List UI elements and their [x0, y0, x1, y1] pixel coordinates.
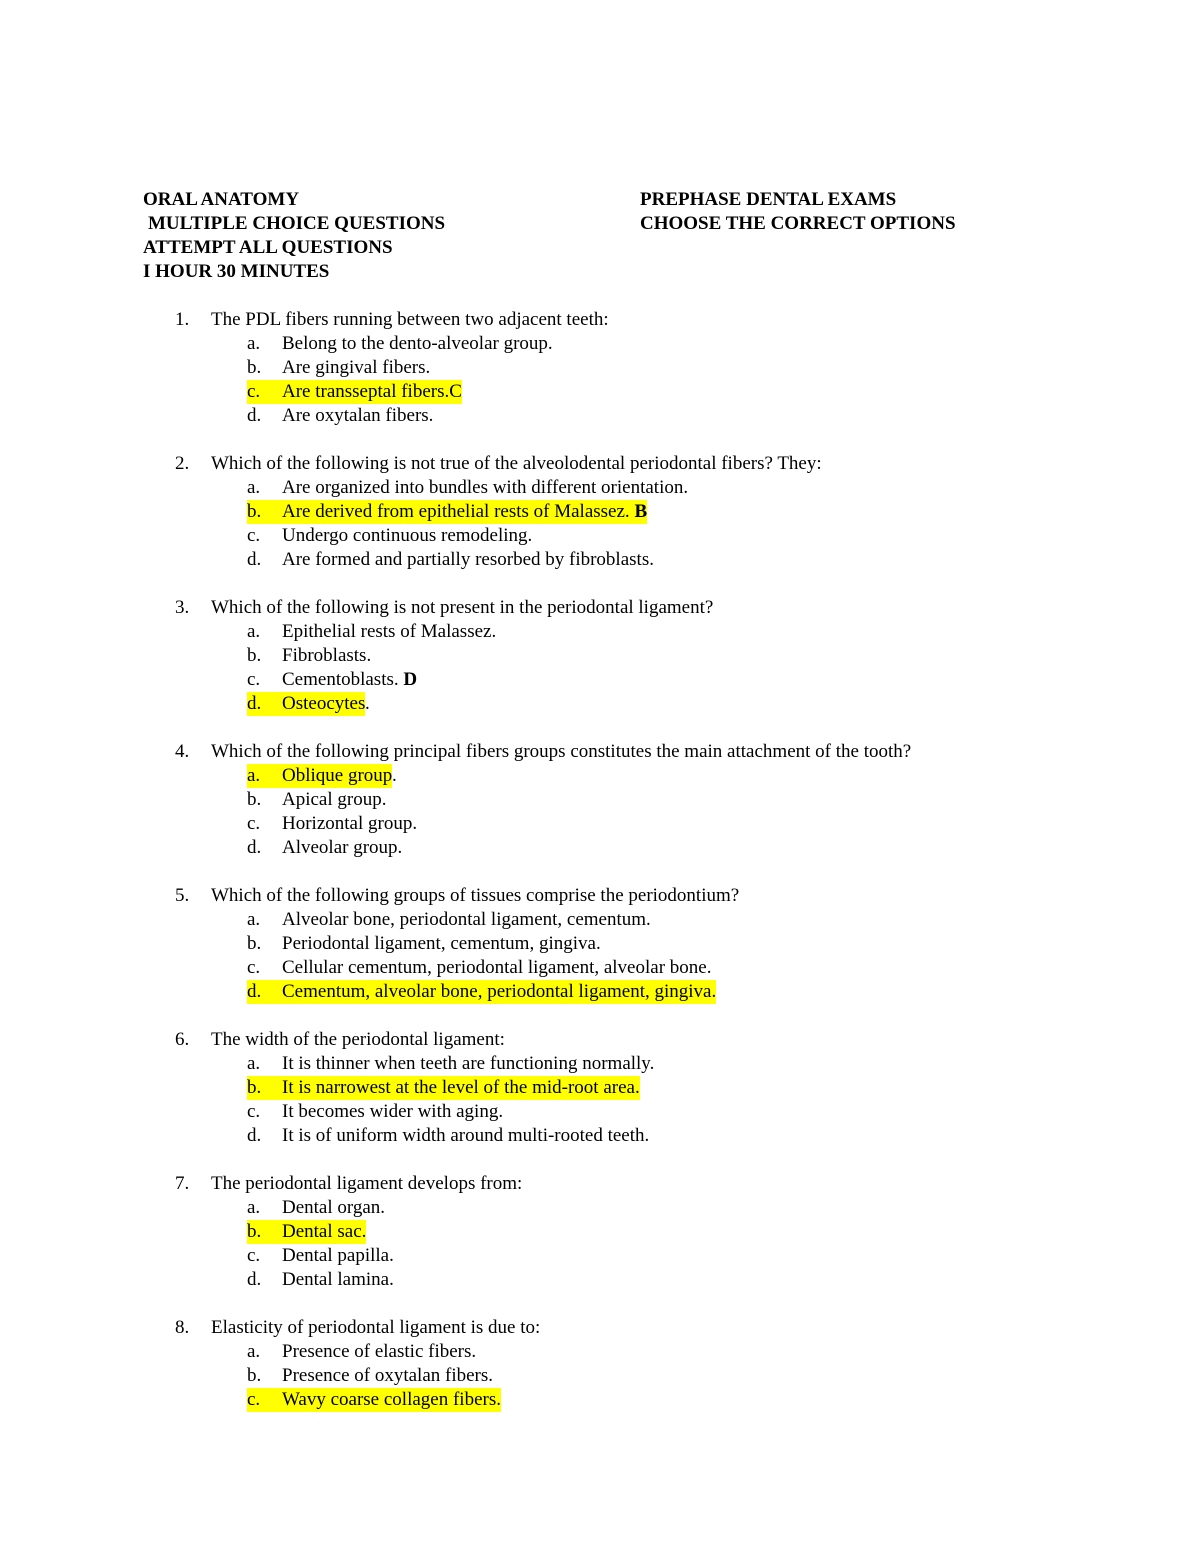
- question-number: 3.: [175, 597, 190, 618]
- option-letter: d.: [247, 1125, 262, 1146]
- exam-title: PREPHASE DENTAL EXAMS: [640, 189, 897, 210]
- option-row: [0, 644, 1200, 668]
- option-row: [0, 1052, 1200, 1076]
- highlighted-answer: [247, 1076, 640, 1100]
- question-item: [0, 1172, 1200, 1292]
- question-row: [0, 1172, 1200, 1196]
- option-text: It is of uniform width around multi-rooted teeth.: [282, 1125, 650, 1146]
- option-row: [0, 332, 1200, 356]
- option-row: [0, 956, 1200, 980]
- answer-option: [247, 548, 654, 572]
- option-letter: c.: [247, 669, 261, 690]
- option-text: Cellular cementum, periodontal ligament, alveolar bone.: [282, 957, 712, 978]
- highlighted-answer: [247, 1220, 366, 1244]
- option-row: [0, 692, 1200, 716]
- option-row: [0, 1244, 1200, 1268]
- question-text: Which of the following is not true of the alveolodental periodontal fibers? They:: [211, 453, 822, 474]
- option-row: [0, 1268, 1200, 1292]
- answer-option: [247, 620, 496, 644]
- option-row: [0, 500, 1200, 524]
- question-row: [0, 452, 1200, 476]
- answer-option: [247, 908, 651, 932]
- option-text: Wavy coarse collagen fibers.: [282, 1389, 501, 1410]
- option-letter: a.: [247, 1053, 261, 1074]
- attempt-instruction: ATTEMPT ALL QUESTIONS: [143, 237, 393, 258]
- option-row: [0, 668, 1200, 692]
- option-text: Epithelial rests of Malassez.: [282, 621, 497, 642]
- option-letter: d.: [247, 549, 262, 570]
- option-text: Belong to the dento-alveolar group.: [282, 333, 553, 354]
- exam-header: [143, 188, 1043, 284]
- answer-option: [247, 1124, 649, 1148]
- option-text: Oblique group: [282, 765, 393, 786]
- option-letter: c.: [247, 957, 261, 978]
- answer-key-letter: B: [634, 501, 648, 522]
- question-number: 2.: [175, 453, 190, 474]
- question-row: [0, 740, 1200, 764]
- question-type: MULTIPLE CHOICE QUESTIONS: [148, 213, 446, 234]
- header-row: [143, 260, 1043, 284]
- option-letter: a.: [247, 621, 261, 642]
- option-text: Dental papilla.: [282, 1245, 394, 1266]
- highlighted-answer: [247, 764, 392, 788]
- option-letter: c.: [247, 381, 261, 402]
- question-row: [0, 1316, 1200, 1340]
- option-letter: c.: [247, 525, 261, 546]
- option-row: [0, 908, 1200, 932]
- answer-option: [247, 788, 386, 812]
- option-text: Presence of oxytalan fibers.: [282, 1365, 494, 1386]
- answer-option: [247, 356, 430, 380]
- option-letter: a.: [247, 765, 261, 786]
- option-text: Are derived from epithelial rests of Malassez.: [282, 501, 635, 522]
- option-trailing-wrap: [365, 692, 370, 716]
- option-text: Are oxytalan fibers.: [282, 405, 434, 426]
- question-item: [0, 452, 1200, 572]
- question-item: [0, 1316, 1200, 1412]
- option-row: [0, 1124, 1200, 1148]
- option-letter: c.: [247, 1101, 261, 1122]
- option-row: [0, 836, 1200, 860]
- question-text: Which of the following principal fibers groups constitutes the main attachment of the tooth?: [211, 741, 912, 762]
- option-text: It becomes wider with aging.: [282, 1101, 504, 1122]
- option-text: Are transseptal fibers.C: [282, 381, 462, 402]
- answer-option: [247, 644, 371, 668]
- answer-option: [247, 1052, 654, 1076]
- option-text: Are gingival fibers.: [282, 357, 431, 378]
- highlighted-answer: [247, 1388, 501, 1412]
- question-item: [0, 308, 1200, 428]
- answer-option: [247, 668, 417, 692]
- option-row: [0, 1220, 1200, 1244]
- option-row: [0, 788, 1200, 812]
- question-text: Which of the following groups of tissues comprise the periodontium?: [211, 885, 740, 906]
- answer-option: [247, 404, 433, 428]
- option-row: [0, 524, 1200, 548]
- question-item: [0, 740, 1200, 860]
- option-text: Alveolar group.: [282, 837, 403, 858]
- answer-option: [247, 1340, 476, 1364]
- option-row: [0, 1364, 1200, 1388]
- option-row: [0, 1340, 1200, 1364]
- instruction: CHOOSE THE CORRECT OPTIONS: [640, 213, 956, 234]
- question-list: [0, 308, 1200, 1436]
- question-number: 8.: [175, 1317, 190, 1338]
- option-letter: d.: [247, 981, 262, 1002]
- option-text: Dental lamina.: [282, 1269, 394, 1290]
- answer-option: [247, 1100, 503, 1124]
- option-trailing-punctuation: .: [392, 765, 397, 786]
- highlighted-answer: [247, 692, 365, 716]
- option-text: It is narrowest at the level of the mid-root area.: [282, 1077, 640, 1098]
- option-letter: d.: [247, 1269, 262, 1290]
- question-text: The width of the periodontal ligament:: [211, 1029, 505, 1050]
- header-row: [143, 236, 1043, 260]
- option-row: [0, 548, 1200, 572]
- option-text: Alveolar bone, periodontal ligament, cementum.: [282, 909, 651, 930]
- option-row: [0, 980, 1200, 1004]
- option-trailing-punctuation: .: [365, 693, 370, 714]
- question-item: [0, 596, 1200, 716]
- option-letter: b.: [247, 1221, 262, 1242]
- question-number: 6.: [175, 1029, 190, 1050]
- header-row: [143, 188, 1043, 212]
- option-text: Apical group.: [282, 789, 387, 810]
- question-text: Elasticity of periodontal ligament is due to:: [211, 1317, 541, 1338]
- question-row: [0, 1028, 1200, 1052]
- question-row: [0, 884, 1200, 908]
- option-row: [0, 1100, 1200, 1124]
- option-text: Horizontal group.: [282, 813, 418, 834]
- option-row: [0, 932, 1200, 956]
- option-letter: b.: [247, 645, 262, 666]
- option-text: Undergo continuous remodeling.: [282, 525, 533, 546]
- answer-option: [247, 812, 417, 836]
- option-text: Periodontal ligament, cementum, gingiva.: [282, 933, 601, 954]
- header-row: [143, 212, 1043, 236]
- question-number: 7.: [175, 1173, 190, 1194]
- highlighted-answer: [247, 500, 647, 524]
- option-letter: c.: [247, 1389, 261, 1410]
- option-letter: b.: [247, 1365, 262, 1386]
- question-text: The PDL fibers running between two adjacent teeth:: [211, 309, 609, 330]
- option-letter: a.: [247, 909, 261, 930]
- question-text: The periodontal ligament develops from:: [211, 1173, 523, 1194]
- highlighted-answer: [247, 980, 716, 1004]
- answer-option: [247, 836, 402, 860]
- option-letter: d.: [247, 837, 262, 858]
- option-row: [0, 1196, 1200, 1220]
- option-text: Presence of elastic fibers.: [282, 1341, 477, 1362]
- answer-key-letter: D: [403, 669, 418, 690]
- answer-option: [247, 524, 532, 548]
- answer-option: [247, 1268, 394, 1292]
- option-row: [0, 812, 1200, 836]
- option-text: Dental sac.: [282, 1221, 367, 1242]
- answer-option: [247, 1196, 385, 1220]
- question-item: [0, 1028, 1200, 1148]
- question-item: [0, 884, 1200, 1004]
- question-number: 1.: [175, 309, 190, 330]
- answer-option: [247, 476, 688, 500]
- option-letter: c.: [247, 813, 261, 834]
- option-row: [0, 1076, 1200, 1100]
- option-text: Cementum, alveolar bone, periodontal ligament, gingiva.: [282, 981, 717, 1002]
- option-trailing-wrap: [392, 764, 397, 788]
- option-letter: d.: [247, 405, 262, 426]
- answer-option: [247, 332, 553, 356]
- answer-option: [247, 956, 711, 980]
- option-text: Osteocytes: [282, 693, 366, 714]
- question-number: 5.: [175, 885, 190, 906]
- option-letter: b.: [247, 933, 262, 954]
- option-letter: b.: [247, 789, 262, 810]
- question-text: Which of the following is not present in the periodontal ligament?: [211, 597, 714, 618]
- option-text: Are formed and partially resorbed by fibroblasts.: [282, 549, 654, 570]
- answer-option: [247, 1364, 493, 1388]
- option-letter: d.: [247, 693, 262, 714]
- time-limit: I HOUR 30 MINUTES: [143, 261, 330, 282]
- option-row: [0, 1388, 1200, 1412]
- question-number: 4.: [175, 741, 190, 762]
- option-letter: b.: [247, 501, 262, 522]
- option-text: Are organized into bundles with different orientation.: [282, 477, 689, 498]
- option-text: It is thinner when teeth are functioning normally.: [282, 1053, 655, 1074]
- option-letter: c.: [247, 1245, 261, 1266]
- option-letter: a.: [247, 477, 261, 498]
- answer-option: [247, 1244, 394, 1268]
- option-row: [0, 764, 1200, 788]
- question-row: [0, 308, 1200, 332]
- answer-option: [247, 932, 601, 956]
- option-letter: a.: [247, 333, 261, 354]
- option-text: Fibroblasts.: [282, 645, 372, 666]
- highlighted-answer: [247, 380, 462, 404]
- option-row: [0, 404, 1200, 428]
- option-letter: b.: [247, 357, 262, 378]
- option-row: [0, 380, 1200, 404]
- option-row: [0, 356, 1200, 380]
- option-letter: b.: [247, 1077, 262, 1098]
- option-text: Dental organ.: [282, 1197, 386, 1218]
- option-text: Cementoblasts.: [282, 669, 404, 690]
- option-row: [0, 620, 1200, 644]
- question-row: [0, 596, 1200, 620]
- option-letter: a.: [247, 1341, 261, 1362]
- option-letter: a.: [247, 1197, 261, 1218]
- option-row: [0, 476, 1200, 500]
- subject-title: ORAL ANATOMY: [143, 189, 300, 210]
